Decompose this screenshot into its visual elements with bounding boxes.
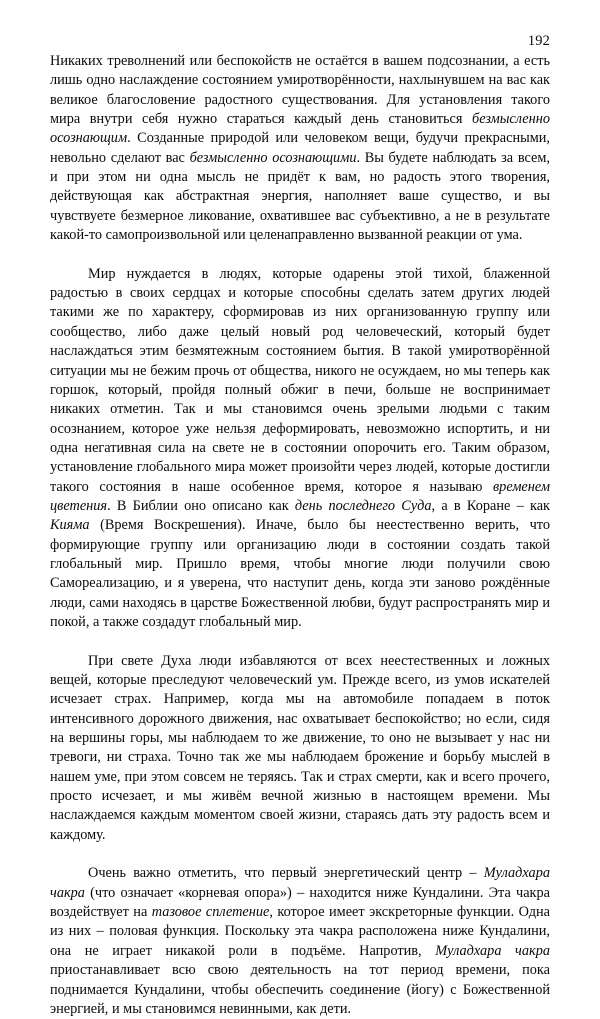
paragraph-2-text-b: . В Библии оно описано как: [107, 497, 295, 514]
paragraph-2-italic-3: Кияма: [50, 517, 90, 534]
paragraph-1-italic-1: безмысленно осознающим: [50, 111, 550, 147]
paragraph-4-text-d: приостанавливает всю свою деятельность на тот период времени, пока поднимается Кундалини, чтобы обеспечить соединение (йогу) с Божественной энергией, и мы становимся невинными, как дети.: [50, 962, 550, 1017]
paragraph-4-italic-2: тазовое сплетение: [151, 904, 270, 921]
paragraph-2-italic-1: временем цветения: [50, 478, 550, 514]
paragraph-2-text-d: (Время Воскрешения). Иначе, было бы неестественно верить, что формирующие группу или организацию люди в состоянии создать такой глобальный мир. Пришло время, чтобы многие люди получили свою Самореализацию, и я уверена, что наступит день, когда эти заново рождённые люди, сами находясь в царстве Божественной любви, будут распространять мир и покой, а также создадут глобальный мир.: [50, 517, 550, 630]
paragraph-1: [50, 52, 550, 245]
paragraph-2-text-c: , а в Коране – как: [431, 497, 550, 514]
paragraph-1-text-b: . Созданные природой или человеком вещи, будучи прекрасными, невольно сделают вас: [50, 130, 550, 166]
paragraph-1-text-a: Никаких треволнений или беспокойств не остаётся в вашем подсознании, а есть лишь одно наслаждение состоянием умиротворённости, нахлынувшем на вас как великое благословение радостного существования. Для установления такого мира внутри себя нужно стараться каждый день становиться: [50, 53, 550, 128]
paragraph-4: [50, 864, 550, 1019]
paragraph-4-text-b: (что означает «корневая опора») – находится ниже Кундалини. Эта чакра воздействует на: [50, 884, 550, 921]
paragraph-4-italic-1: Муладхара чакра: [50, 865, 550, 901]
paragraph-4-text-c: , которое имеет экскреторные функции. Одна из них – половая функция. Поскольку эта чакра расположена ниже Кундалини, она не играет никакой роли в подъёме. Напротив,: [50, 904, 550, 959]
paragraph-1-italic-2: безмысленно осознающими: [189, 149, 357, 166]
paragraph-2-text-a: Мир нуждается в людях, которые одарены этой тихой, блаженной радостью в своих сердцах и которые способны сделать затем других людей такими же по характеру, сформировав из них организованную группу или сообщество, либо даже целый новый род человеческий, который будет наслаждаться этим безмятежным состоянием бытия. В такой умиротворённой ситуации мы не бежим прочь от общества, никого не осуждаем, но мы теперь как горшок, который, пройдя полный обжиг в печи, больше не воспринимает никаких отметин. Так и мы становимся очень зрелыми людьми с таким осознанием, которое уже нельзя деформировать, невозможно испортить, и ни одна негативная сила на свете не в состоянии опорочить его. Таким образом, установление глобального мира может произойти через людей, которые достигли такого состояния в наше особенное время, которое я называю: [50, 265, 550, 495]
paragraph-2: [50, 265, 550, 633]
paragraph-3: [50, 652, 550, 845]
paragraph-4-text-a: Очень важно отметить, что первый энергетический центр –: [88, 865, 484, 882]
paragraph-2-italic-2: день последнего Суда: [294, 497, 432, 514]
paragraph-4-italic-3: Муладхара чакра: [435, 942, 550, 959]
page-body-text: [50, 52, 550, 1019]
paragraph-1-text-c: . Вы будете наблюдать за всем, и при этом ни одна мысль не придёт к вам, но радость этого творения, действующая как абстрактная энергия, наполняет ваше существо, и вы чувствуете безмерное ликование, охватившее вас субъективно, а не в результате какой-то самопроизвольной или целенаправленно вызванной реакции от ума.: [50, 149, 550, 244]
paragraph-3-text: При свете Духа люди избавляются от всех неестественных и ложных вещей, которые преследуют человеческий ум. Прежде всего, из умов искателей исчезает страх. Например, когда мы на автомобиле попадаем в поток интенсивного дорожного движения, нас охватывает беспокойство; но если, сидя на вершины горы, мы наблюдаем то же движение, то оно не вызывает у нас ни тревоги, ни страха. Точно так же мы наблюдаем брожение и борьбу мыслей в нашем уме, при этом совсем не теряясь. Так и страх смерти, как и всего прочего, просто исчезает, и мы живём вечной жизнью в настоящем времени. Мы наслаждаемся каждым моментом своей жизни, стараясь дать эту радость всем и каждому.: [50, 652, 550, 843]
page-number: 192: [527, 33, 550, 49]
